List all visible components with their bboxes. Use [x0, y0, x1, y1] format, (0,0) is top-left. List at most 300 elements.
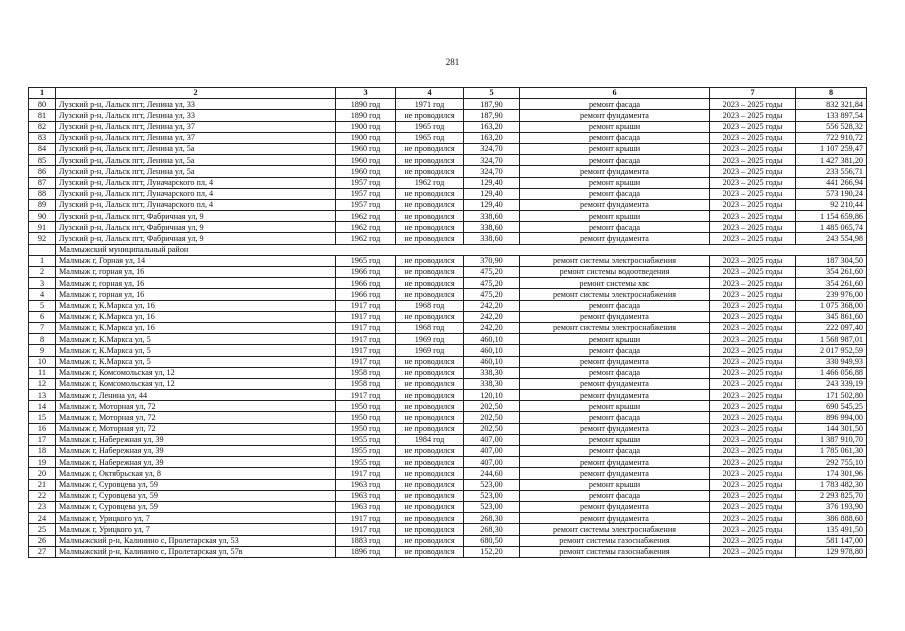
- table-row: [29, 345, 867, 356]
- address-cell: Малмыж г, К.Маркса ул, 5: [56, 334, 336, 345]
- address-cell: Лузский р-н, Лальск пгт, Луначарского пл, 4: [56, 188, 336, 199]
- work-type-cell: ремонт фундамента: [520, 311, 710, 322]
- row-number-cell: 9: [29, 345, 56, 356]
- build-year-cell: 1917 год: [336, 513, 396, 524]
- address-cell: Малмыж г, Комсомольская ул, 12: [56, 367, 336, 378]
- table-row: [29, 479, 867, 490]
- work-type-cell: ремонт фасада: [520, 222, 710, 233]
- build-year-cell: 1890 год: [336, 110, 396, 121]
- last-repair-cell: не проводился: [396, 311, 464, 322]
- row-number-cell: 17: [29, 434, 56, 445]
- address-cell: Малмыж г, Урицкого ул, 7: [56, 513, 336, 524]
- row-number-cell: 13: [29, 390, 56, 401]
- period-cell: 2023 – 2025 годы: [710, 468, 796, 479]
- address-cell: Лузский р-н, Лальск пгт, Ленина ул, 33: [56, 110, 336, 121]
- area-cell: 129,40: [464, 188, 520, 199]
- build-year-cell: 1917 год: [336, 334, 396, 345]
- area-cell: 338,60: [464, 211, 520, 222]
- last-repair-cell: не проводился: [396, 267, 464, 278]
- row-number-cell: 87: [29, 177, 56, 188]
- row-number-cell: 22: [29, 490, 56, 501]
- last-repair-cell: не проводился: [396, 490, 464, 501]
- build-year-cell: 1958 год: [336, 367, 396, 378]
- period-cell: 2023 – 2025 годы: [710, 311, 796, 322]
- build-year-cell: 1960 год: [336, 143, 396, 154]
- cost-cell: 896 994,00: [796, 412, 867, 423]
- work-type-cell: ремонт фасада: [520, 412, 710, 423]
- cost-cell: 1 427 381,20: [796, 155, 867, 166]
- work-type-cell: ремонт крыши: [520, 143, 710, 154]
- cost-cell: 1 568 987,01: [796, 334, 867, 345]
- period-cell: 2023 – 2025 годы: [710, 334, 796, 345]
- period-cell: 2023 – 2025 годы: [710, 423, 796, 434]
- row-number-cell: 14: [29, 401, 56, 412]
- address-cell: Лузский р-н, Лальск пгт, Ленина ул, 33: [56, 99, 336, 110]
- period-cell: 2023 – 2025 годы: [710, 524, 796, 535]
- period-cell: 7: [710, 88, 796, 99]
- last-repair-cell: 1962 год: [396, 177, 464, 188]
- table-row: [29, 311, 867, 322]
- build-year-cell: 1890 год: [336, 99, 396, 110]
- period-cell: 2023 – 2025 годы: [710, 356, 796, 367]
- address-cell: Лузский р-н, Лальск пгт, Ленина ул, 37: [56, 121, 336, 132]
- period-cell: 2023 – 2025 годы: [710, 121, 796, 132]
- row-number-cell: 16: [29, 423, 56, 434]
- last-repair-cell: не проводился: [396, 367, 464, 378]
- build-year-cell: 1917 год: [336, 390, 396, 401]
- row-number-cell: 90: [29, 211, 56, 222]
- address-cell: Малмыжский р-н, Калинино с, Пролетарская ул, 53: [56, 535, 336, 546]
- build-year-cell: 1955 год: [336, 457, 396, 468]
- build-year-cell: 1963 год: [336, 490, 396, 501]
- work-type-cell: ремонт крыши: [520, 211, 710, 222]
- cost-cell: 345 861,60: [796, 311, 867, 322]
- cost-cell: 376 193,90: [796, 501, 867, 512]
- work-type-cell: ремонт системы электроснабжения: [520, 289, 710, 300]
- area-cell: 460,10: [464, 345, 520, 356]
- work-type-cell: ремонт фундамента: [520, 199, 710, 210]
- area-cell: 523,00: [464, 490, 520, 501]
- build-year-cell: 1957 год: [336, 177, 396, 188]
- address-cell: Малмыж г, горная ул, 16: [56, 289, 336, 300]
- cost-cell: 1 466 056,88: [796, 367, 867, 378]
- area-cell: 202,50: [464, 423, 520, 434]
- address-cell: Лузский р-н, Лальск пгт, Фабричная ул, 9: [56, 222, 336, 233]
- build-year-cell: 1966 год: [336, 289, 396, 300]
- area-cell: 187,90: [464, 110, 520, 121]
- period-cell: 2023 – 2025 годы: [710, 143, 796, 154]
- cost-cell: 556 528,32: [796, 121, 867, 132]
- last-repair-cell: не проводился: [396, 188, 464, 199]
- row-number-cell: 2: [29, 267, 56, 278]
- cost-cell: 8: [796, 88, 867, 99]
- row-number-cell: 19: [29, 457, 56, 468]
- table-row: [29, 501, 867, 512]
- row-number-cell: 7: [29, 322, 56, 333]
- period-cell: 2023 – 2025 годы: [710, 513, 796, 524]
- cost-cell: 135 491,50: [796, 524, 867, 535]
- last-repair-cell: не проводился: [396, 423, 464, 434]
- last-repair-cell: не проводился: [396, 401, 464, 412]
- last-repair-cell: не проводился: [396, 457, 464, 468]
- period-cell: 2023 – 2025 годы: [710, 490, 796, 501]
- address-cell: Малмыж г, Суровцева ул, 59: [56, 501, 336, 512]
- build-year-cell: 1917 год: [336, 345, 396, 356]
- build-year-cell: 1965 год: [336, 255, 396, 266]
- work-type-cell: ремонт крыши: [520, 479, 710, 490]
- cost-cell: 129 978,80: [796, 546, 867, 557]
- period-cell: 2023 – 2025 годы: [710, 132, 796, 143]
- work-type-cell: ремонт фасада: [520, 99, 710, 110]
- area-cell: 152,20: [464, 546, 520, 557]
- cost-cell: 2 017 952,59: [796, 345, 867, 356]
- last-repair-cell: не проводился: [396, 535, 464, 546]
- work-type-cell: ремонт крыши: [520, 401, 710, 412]
- area-cell: 202,50: [464, 401, 520, 412]
- build-year-cell: 1957 год: [336, 188, 396, 199]
- cost-cell: 1 154 659,86: [796, 211, 867, 222]
- address-cell: Лузский р-н, Лальск пгт, Фабричная ул, 9: [56, 233, 336, 244]
- work-type-cell: ремонт системы электроснабжения: [520, 322, 710, 333]
- build-year-cell: 1917 год: [336, 356, 396, 367]
- row-number-cell: 86: [29, 166, 56, 177]
- last-repair-cell: 1969 год: [396, 334, 464, 345]
- row-number-cell: 92: [29, 233, 56, 244]
- table-row: [29, 412, 867, 423]
- row-number-cell: 25: [29, 524, 56, 535]
- period-cell: 2023 – 2025 годы: [710, 367, 796, 378]
- row-number-cell: 15: [29, 412, 56, 423]
- row-number-cell: 24: [29, 513, 56, 524]
- address-cell: Малмыж г, Набережная ул, 39: [56, 446, 336, 457]
- table-row: [29, 524, 867, 535]
- period-cell: 2023 – 2025 годы: [710, 199, 796, 210]
- address-cell: Малмыжский р-н, Калинино с, Пролетарская ул, 57в: [56, 546, 336, 557]
- last-repair-cell: 1965 год: [396, 121, 464, 132]
- work-type-cell: ремонт системы газоснабжения: [520, 546, 710, 557]
- period-cell: 2023 – 2025 годы: [710, 390, 796, 401]
- area-cell: 163,20: [464, 121, 520, 132]
- build-year-cell: 1883 год: [336, 535, 396, 546]
- row-number-cell: 88: [29, 188, 56, 199]
- period-cell: 2023 – 2025 годы: [710, 501, 796, 512]
- last-repair-cell: не проводился: [396, 390, 464, 401]
- row-number-cell: 1: [29, 255, 56, 266]
- table-row: [29, 99, 867, 110]
- work-type-cell: ремонт системы водоотведения: [520, 267, 710, 278]
- period-cell: 2023 – 2025 годы: [710, 255, 796, 266]
- table-row: [29, 513, 867, 524]
- table-row: [29, 434, 867, 445]
- area-cell: 120,10: [464, 390, 520, 401]
- row-number-cell: 84: [29, 143, 56, 154]
- row-number-cell: 21: [29, 479, 56, 490]
- table-row: [29, 155, 867, 166]
- table-row: [29, 446, 867, 457]
- header-row: [29, 88, 867, 99]
- work-type-cell: ремонт крыши: [520, 334, 710, 345]
- table-row: [29, 300, 867, 311]
- address-cell: Малмыж г, Октябрьская ул, 8: [56, 468, 336, 479]
- address-cell: Малмыж г, Набережная ул, 39: [56, 457, 336, 468]
- address-cell: Малмыж г, Ленина ул, 44: [56, 390, 336, 401]
- address-cell: Малмыж г, Моторная ул, 72: [56, 423, 336, 434]
- row-number-cell: 81: [29, 110, 56, 121]
- area-cell: 680,50: [464, 535, 520, 546]
- period-cell: 2023 – 2025 годы: [710, 222, 796, 233]
- row-number-cell: 83: [29, 132, 56, 143]
- work-type-cell: ремонт фундамента: [520, 513, 710, 524]
- address-cell: Лузский р-н, Лальск пгт, Луначарского пл, 4: [56, 199, 336, 210]
- work-type-cell: ремонт фасада: [520, 155, 710, 166]
- cost-cell: 222 097,40: [796, 322, 867, 333]
- address-cell: Малмыж г, К.Маркса ул, 16: [56, 322, 336, 333]
- last-repair-cell: не проводился: [396, 513, 464, 524]
- work-type-cell: ремонт фундамента: [520, 378, 710, 389]
- work-type-cell: ремонт фундамента: [520, 501, 710, 512]
- last-repair-cell: не проводился: [396, 546, 464, 557]
- work-type-cell: ремонт крыши: [520, 434, 710, 445]
- row-number-cell: 85: [29, 155, 56, 166]
- work-type-cell: ремонт фундамента: [520, 166, 710, 177]
- area-cell: 187,90: [464, 99, 520, 110]
- cost-cell: 243 339,19: [796, 378, 867, 389]
- address-cell: Лузский р-н, Лальск пгт, Фабричная ул, 9: [56, 211, 336, 222]
- area-cell: 324,70: [464, 166, 520, 177]
- cost-cell: 243 554,98: [796, 233, 867, 244]
- last-repair-cell: не проводился: [396, 278, 464, 289]
- cost-cell: 832 321,84: [796, 99, 867, 110]
- table-row: [29, 423, 867, 434]
- area-cell: 242,20: [464, 322, 520, 333]
- period-cell: 2023 – 2025 годы: [710, 546, 796, 557]
- table-row: [29, 322, 867, 333]
- cost-cell: 1 783 482,30: [796, 479, 867, 490]
- table-row: [29, 267, 867, 278]
- work-type-cell: ремонт фундамента: [520, 110, 710, 121]
- period-cell: 2023 – 2025 годы: [710, 322, 796, 333]
- period-cell: 2023 – 2025 годы: [710, 446, 796, 457]
- table-body: [29, 88, 867, 558]
- table-row: [29, 121, 867, 132]
- build-year-cell: 1950 год: [336, 401, 396, 412]
- work-type-cell: ремонт фасада: [520, 188, 710, 199]
- period-cell: 2023 – 2025 годы: [710, 401, 796, 412]
- last-repair-cell: не проводился: [396, 501, 464, 512]
- last-repair-cell: 1965 год: [396, 132, 464, 143]
- row-number-cell: 82: [29, 121, 56, 132]
- row-number-cell: 11: [29, 367, 56, 378]
- area-cell: 242,20: [464, 311, 520, 322]
- period-cell: 2023 – 2025 годы: [710, 434, 796, 445]
- address-cell: Малмыж г, Суровцева ул, 59: [56, 490, 336, 501]
- table-row: [29, 457, 867, 468]
- build-year-cell: 1962 год: [336, 211, 396, 222]
- table-row: [29, 132, 867, 143]
- last-repair-cell: не проводился: [396, 479, 464, 490]
- table-row: [29, 188, 867, 199]
- cost-cell: 2 293 825,70: [796, 490, 867, 501]
- cost-cell: 354 261,60: [796, 267, 867, 278]
- area-cell: 370,90: [464, 255, 520, 266]
- build-year-cell: 1962 год: [336, 222, 396, 233]
- period-cell: 2023 – 2025 годы: [710, 412, 796, 423]
- work-type-cell: ремонт фундамента: [520, 457, 710, 468]
- row-number-cell: 18: [29, 446, 56, 457]
- work-type-cell: ремонт крыши: [520, 121, 710, 132]
- build-year-cell: 1958 год: [336, 378, 396, 389]
- address-cell: Лузский р-н, Лальск пгт, Ленина ул, 5а: [56, 143, 336, 154]
- row-number-cell: 27: [29, 546, 56, 557]
- build-year-cell: 1966 год: [336, 267, 396, 278]
- table-row: [29, 546, 867, 557]
- address-cell: Малмыж г, горная ул, 16: [56, 267, 336, 278]
- period-cell: 2023 – 2025 годы: [710, 211, 796, 222]
- last-repair-cell: не проводился: [396, 211, 464, 222]
- build-year-cell: 1957 год: [336, 199, 396, 210]
- area-cell: 338,60: [464, 233, 520, 244]
- area-cell: 407,00: [464, 446, 520, 457]
- table-row: [29, 468, 867, 479]
- cost-cell: 239 976,00: [796, 289, 867, 300]
- period-cell: 2023 – 2025 годы: [710, 233, 796, 244]
- area-cell: 460,10: [464, 334, 520, 345]
- row-number-cell: 8: [29, 334, 56, 345]
- area-cell: 268,30: [464, 513, 520, 524]
- address-cell: Малмыж г, горная ул, 16: [56, 278, 336, 289]
- cost-cell: 354 261,60: [796, 278, 867, 289]
- cost-cell: 581 147,00: [796, 535, 867, 546]
- cost-cell: 1 485 065,74: [796, 222, 867, 233]
- work-type-cell: ремонт системы хвс: [520, 278, 710, 289]
- area-cell: 523,00: [464, 501, 520, 512]
- address-cell: Лузский р-н, Лальск пгт, Ленина ул, 5а: [56, 155, 336, 166]
- row-number-cell: 12: [29, 378, 56, 389]
- cost-cell: 573 190,24: [796, 188, 867, 199]
- last-repair-cell: 4: [396, 88, 464, 99]
- area-cell: 163,20: [464, 132, 520, 143]
- work-type-cell: ремонт фундамента: [520, 423, 710, 434]
- work-type-cell: ремонт фасада: [520, 300, 710, 311]
- address-cell: Лузский р-н, Лальск пгт, Ленина ул, 37: [56, 132, 336, 143]
- table-row: [29, 289, 867, 300]
- table-row: [29, 166, 867, 177]
- table-row: [29, 390, 867, 401]
- cost-cell: 92 210,44: [796, 199, 867, 210]
- area-cell: 324,70: [464, 155, 520, 166]
- table-row: [29, 233, 867, 244]
- page-number: 281: [445, 57, 460, 67]
- last-repair-cell: не проводился: [396, 289, 464, 300]
- table-row: [29, 211, 867, 222]
- address-cell: Малмыж г, Суровцева ул, 59: [56, 479, 336, 490]
- last-repair-cell: 1968 год: [396, 300, 464, 311]
- work-type-cell: ремонт системы электроснабжения: [520, 524, 710, 535]
- table-row: [29, 490, 867, 501]
- row-number-cell: 26: [29, 535, 56, 546]
- work-type-cell: ремонт фасада: [520, 446, 710, 457]
- area-cell: 244,60: [464, 468, 520, 479]
- build-year-cell: 1917 год: [336, 300, 396, 311]
- table-row: [29, 255, 867, 266]
- last-repair-cell: не проводился: [396, 356, 464, 367]
- table-row: [29, 278, 867, 289]
- address-cell: Малмыж г, Комсомольская ул, 12: [56, 378, 336, 389]
- build-year-cell: 1950 год: [336, 412, 396, 423]
- work-type-cell: ремонт фундамента: [520, 233, 710, 244]
- section-row: [29, 244, 867, 255]
- area-cell: 129,40: [464, 199, 520, 210]
- area-cell: 324,70: [464, 143, 520, 154]
- last-repair-cell: не проводился: [396, 378, 464, 389]
- work-type-cell: 6: [520, 88, 710, 99]
- last-repair-cell: не проводился: [396, 155, 464, 166]
- row-number-cell: 20: [29, 468, 56, 479]
- work-type-cell: ремонт системы газоснабжения: [520, 535, 710, 546]
- last-repair-cell: 1984 год: [396, 434, 464, 445]
- address-cell: Малмыж г, К.Маркса ул, 16: [56, 311, 336, 322]
- last-repair-cell: 1968 год: [396, 322, 464, 333]
- period-cell: 2023 – 2025 годы: [710, 177, 796, 188]
- period-cell: 2023 – 2025 годы: [710, 289, 796, 300]
- address-cell: Малмыж г, К.Маркса ул, 5: [56, 356, 336, 367]
- period-cell: 2023 – 2025 годы: [710, 99, 796, 110]
- address-cell: Малмыж г, К.Маркса ул, 5: [56, 345, 336, 356]
- build-year-cell: 1960 год: [336, 155, 396, 166]
- row-number-cell: 4: [29, 289, 56, 300]
- table-row: [29, 110, 867, 121]
- work-type-cell: ремонт фасада: [520, 490, 710, 501]
- period-cell: 2023 – 2025 годы: [710, 300, 796, 311]
- cost-cell: 1 387 910,70: [796, 434, 867, 445]
- period-cell: 2023 – 2025 годы: [710, 188, 796, 199]
- build-year-cell: 1900 год: [336, 121, 396, 132]
- cost-cell: 386 888,60: [796, 513, 867, 524]
- cost-cell: 690 545,25: [796, 401, 867, 412]
- cost-cell: 292 755,10: [796, 457, 867, 468]
- area-cell: 475,20: [464, 267, 520, 278]
- cost-cell: 187 304,50: [796, 255, 867, 266]
- period-cell: 2023 – 2025 годы: [710, 267, 796, 278]
- cost-cell: 1 107 259,47: [796, 143, 867, 154]
- last-repair-cell: не проводился: [396, 412, 464, 423]
- last-repair-cell: не проводился: [396, 446, 464, 457]
- cost-cell: 722 910,72: [796, 132, 867, 143]
- last-repair-cell: 1971 год: [396, 99, 464, 110]
- last-repair-cell: не проводился: [396, 255, 464, 266]
- section-title: Малмыжский муниципальный район: [56, 244, 867, 255]
- cost-cell: 174 301,96: [796, 468, 867, 479]
- row-number-cell: 3: [29, 278, 56, 289]
- table-row: [29, 535, 867, 546]
- row-number-cell: 91: [29, 222, 56, 233]
- build-year-cell: 1950 год: [336, 423, 396, 434]
- build-year-cell: 1917 год: [336, 311, 396, 322]
- build-year-cell: 1917 год: [336, 322, 396, 333]
- build-year-cell: 1966 год: [336, 278, 396, 289]
- period-cell: 2023 – 2025 годы: [710, 155, 796, 166]
- build-year-cell: 1896 год: [336, 546, 396, 557]
- address-cell: Лузский р-н, Лальск пгт, Луначарского пл, 4: [56, 177, 336, 188]
- period-cell: 2023 – 2025 годы: [710, 378, 796, 389]
- period-cell: 2023 – 2025 годы: [710, 535, 796, 546]
- build-year-cell: 1955 год: [336, 434, 396, 445]
- area-cell: 338,30: [464, 367, 520, 378]
- row-number-cell: 1: [29, 88, 56, 99]
- period-cell: 2023 – 2025 годы: [710, 479, 796, 490]
- row-number-cell: 89: [29, 199, 56, 210]
- area-cell: 407,00: [464, 457, 520, 468]
